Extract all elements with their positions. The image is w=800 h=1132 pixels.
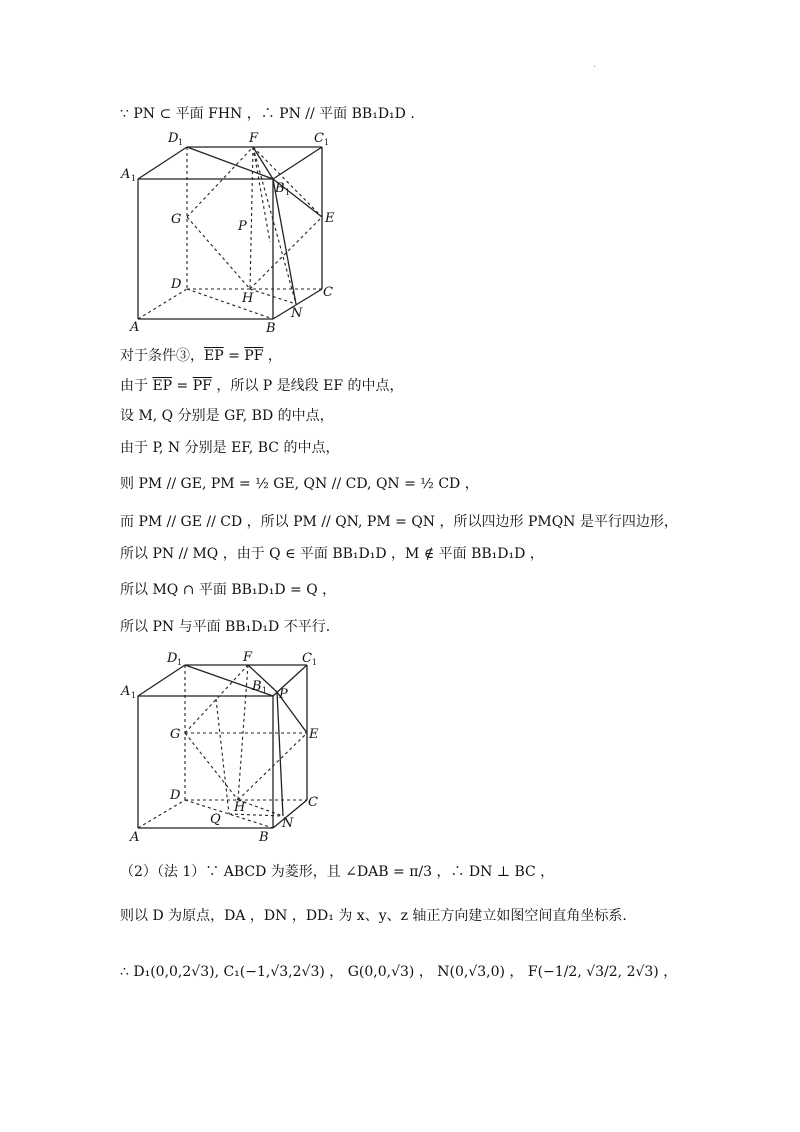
text-line-6: 则 PM // GE, PM = ½ GE, QN // CD, QN = ½ CD ， [120,476,479,492]
label-D: D [170,788,181,803]
label-P: P [238,219,247,234]
label-sub: 1 [131,174,137,183]
label-F: F [249,131,259,146]
label-C: C [308,795,318,810]
label-G: G [170,727,181,742]
label-sub: 1 [177,658,183,667]
text-line-5: 由于 P, N 分别是 EF, BC 的中点， [120,440,340,456]
edge [138,147,187,179]
hidden-edge [216,699,229,814]
hidden-edge [138,289,187,319]
label-N: N [282,816,294,831]
figure-cube-2 [118,648,348,844]
label-sub: 1 [178,138,184,147]
label-F: F [243,650,253,665]
text-line-10: 所以 PN 与平面 BB₁D₁D 不平行. [120,619,331,635]
label-B1: B [252,679,262,694]
text-line-2: 对于条件③，$\overline{EP} = \overline{PF}$ ， [120,348,282,364]
label-sub: 1 [262,686,268,695]
figure-cube-1 [118,126,348,336]
text-line-1: ∵ PN ⊂ 平面 FHN ，∴ PN // 平面 BB₁D₁D . [120,106,415,122]
hidden-edge [250,147,253,289]
label-Q: Q [210,812,221,827]
label-A1: A [121,167,131,182]
label-H: H [242,291,254,306]
label-D1: D [167,651,178,666]
hidden-edge [138,800,185,828]
text-line-4: 设 M, Q 分别是 GF, BD 的中点， [120,408,334,424]
text-line-11: （2）（法 1）∵ ABCD 为菱形，且 ∠DAB = π/3 ，∴ DN ⊥ BC ， [120,864,555,880]
label-B: B [259,830,269,844]
label-A: A [130,830,140,844]
label-C: C [323,285,333,300]
label-B1: B [275,181,285,196]
label-sub: 1 [312,658,318,667]
label-N: N [291,306,303,321]
label-E: E [325,211,335,226]
hidden-edge [185,733,238,800]
text-line-12: 则以 D 为原点，DA ，DN ，DD₁ 为 x、y、z 轴正方向建立如图空间直角坐标系. [120,908,627,924]
edge [253,147,273,179]
label-sub: 1 [131,691,137,700]
label-B: B [266,321,276,336]
text-line-13: ∴ D₁(0,0,2√3), C₁(−1,√3,2√3) ， G(0,0,√3) ， N(0,√3,0) ， F(−1/2, √3/2, 2√3) ， [120,964,678,980]
label-H: H [234,800,246,815]
text-line-3: 由于 $\overline{EP} = \overline{PF}$ ，所以 P 是线段 EF 的中点， [120,378,404,394]
hidden-edge [187,147,253,217]
label-C1: C [314,131,324,146]
text-line-9: 所以 MQ ∩ 平面 BB₁D₁D = Q ， [120,582,337,598]
label-A1: A [121,684,131,699]
hidden-edge [253,147,296,304]
hidden-edge [187,289,273,319]
edge [187,147,273,179]
label-C1: C [302,651,312,666]
label-E: E [309,727,319,742]
label-G: G [171,212,182,227]
label-sub: 1 [324,138,330,147]
label-P: P [279,687,288,702]
label-D: D [171,277,182,292]
label-A: A [130,320,140,335]
edge [138,665,185,696]
label-sub: 1 [285,188,291,197]
text-line-8: 所以 PN // MQ ，由于 Q ∈ 平面 BB₁D₁D ，M ∉ 平面 BB₁D₁D ， [120,546,544,562]
page-corner-mark: · [593,62,597,73]
edge [277,692,283,816]
edge [273,179,296,304]
hidden-edge [250,217,322,289]
text-line-7: 而 PM // GE // CD ，所以 PM // QN, PM = QN ，所以四边形 PMQN 是平行四边形， [120,514,678,530]
label-D1: D [168,131,179,146]
